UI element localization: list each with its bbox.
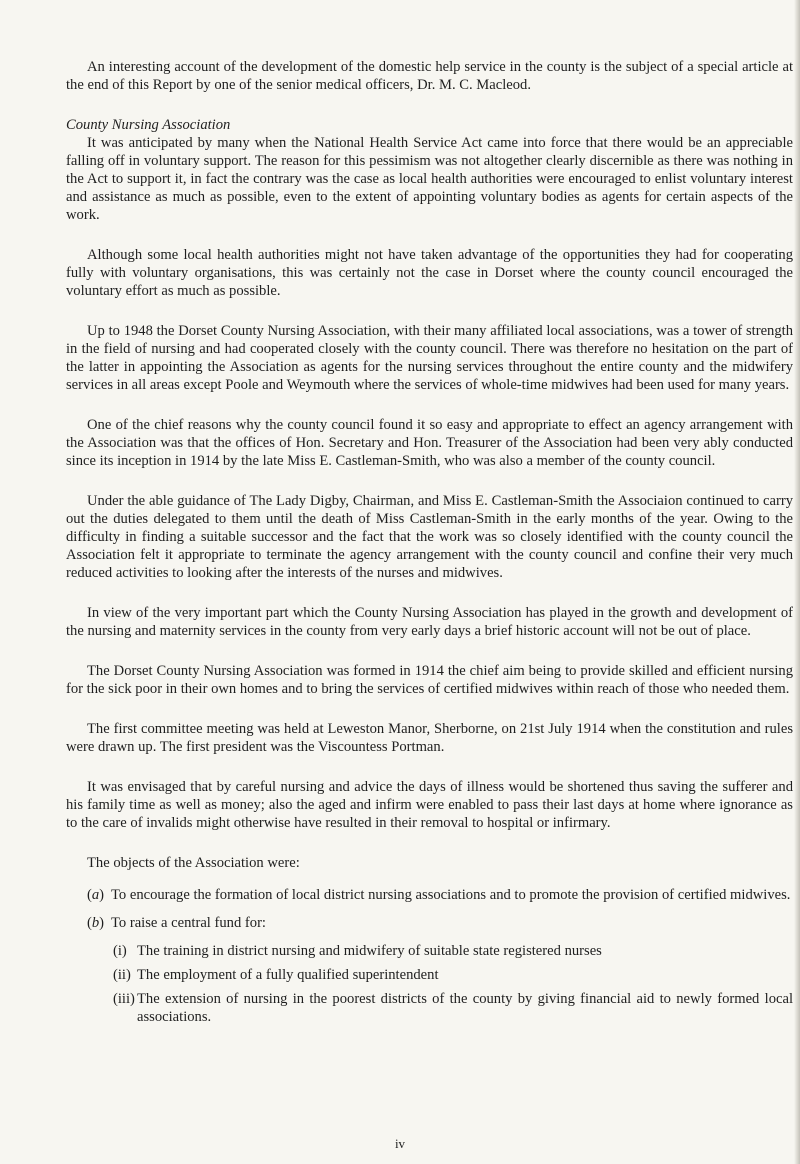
sub-object-text: The training in district nursing and midwifery of suitable state registered nurses [137,943,602,959]
sub-object-marker: (iii) [113,991,135,1007]
document-page [66,58,793,1032]
paragraph-5: Under the able guidance of The Lady Digby, Chairman, and Miss E. Castleman-Smith the Associaion continued to carry out the duties delegated to them until the death of Miss Castleman-Smith in the early months of the year. Owing to the difficulty in finding a suitable successor and the fact that the work was so closely identified with the county council the Association felt it appropriate to terminate the agency arrangement with the county council and confine their very much reduced activities to looking after the interests of the nurses and midwives. [66,493,793,581]
object-marker: (b) [87,915,105,931]
object-text: To encourage the formation of local district nursing associations and to promote the provision of certified midwives. [111,887,791,903]
paragraph-1: It was anticipated by many when the National Health Service Act came into force that there would be an appreciable falling off in voluntary support. The reason for this pessimism was not altogether clearly discernible as there was nothing in the Act to support it, in fact the contrary was the case as local health authorities were encouraged to enlist voluntary interest and assistance as much as possible, even to the extent of appointing voluntary bodies as agents for certain aspects of the work. [66,135,793,223]
paragraph-9: It was envisaged that by careful nursing and advice the days of illness would be shortened thus saving the sufferer and his family time as well as money; also the aged and infirm were enabled to pass their last days at home where ignorance as to the care of invalids might otherwise have resulted in their removal to hospital or infirmary. [66,779,793,831]
page-number: iv [394,1136,406,1151]
section-heading: County Nursing Association [66,117,231,133]
paragraph-6: In view of the very important part which the County Nursing Association has played in the growth and development of the nursing and maternity services in the county from very early days a brief historic account will not be out of place. [66,605,793,639]
paragraph-7: The Dorset County Nursing Association was formed in 1914 the chief aim being to provide skilled and efficient nursing for the sick poor in their own homes and to bring the services of certified midwives within reach of those who needed them. [66,663,793,697]
sub-object-item [113,966,793,984]
sub-object-marker: (ii) [113,967,131,983]
paragraph-8: The first committee meeting was held at Leweston Manor, Sherborne, on 21st July 1914 when the constitution and rules were drawn up. The first president was the Viscountess Portman. [66,721,793,755]
object-item-a [87,886,793,904]
object-item-b [87,914,793,932]
intro-paragraph: An interesting account of the development of the domestic help service in the county is the subject of a special article at the end of this Report by one of the senior medical officers, Dr. M. C. Macleod. [66,59,793,93]
object-text: To raise a central fund for: [111,915,266,931]
sub-object-item [113,942,793,960]
page-edge-shadow [794,0,800,1164]
sub-object-item [113,990,793,1026]
paragraph-3: Up to 1948 the Dorset County Nursing Association, with their many affiliated local associations, was a tower of strength in the field of nursing and had cooperated closely with the county council. There was therefore no hesitation on the part of the latter in appointing the Association as agents for the nursing services throughout the entire county and the midwifery services in all areas except Poole and Weymouth where the services of whole-time midwives had been used for many years. [66,323,793,393]
objects-intro: The objects of the Association were: [87,855,300,871]
paragraph-4: One of the chief reasons why the county council found it so easy and appropriate to effect an agency arrangement with the Association was that the offices of Hon. Secretary and Hon. Treasurer of the Association had been very ably conducted since its inception in 1914 by the late Miss E. Castleman-Smith, who was also a member of the county council. [66,417,793,469]
sub-object-text: The extension of nursing in the poorest districts of the county by giving financial aid to newly formed local associations. [137,991,793,1025]
object-marker: (a) [87,887,105,903]
paragraph-2: Although some local health authorities might not have taken advantage of the opportunities they had for cooperating fully with voluntary organisations, this was certainly not the case in Dorset where the county council encouraged the voluntary effort as much as possible. [66,247,793,299]
sub-object-text: The employment of a fully qualified superintendent [137,967,439,983]
sub-object-marker: (i) [113,943,127,959]
